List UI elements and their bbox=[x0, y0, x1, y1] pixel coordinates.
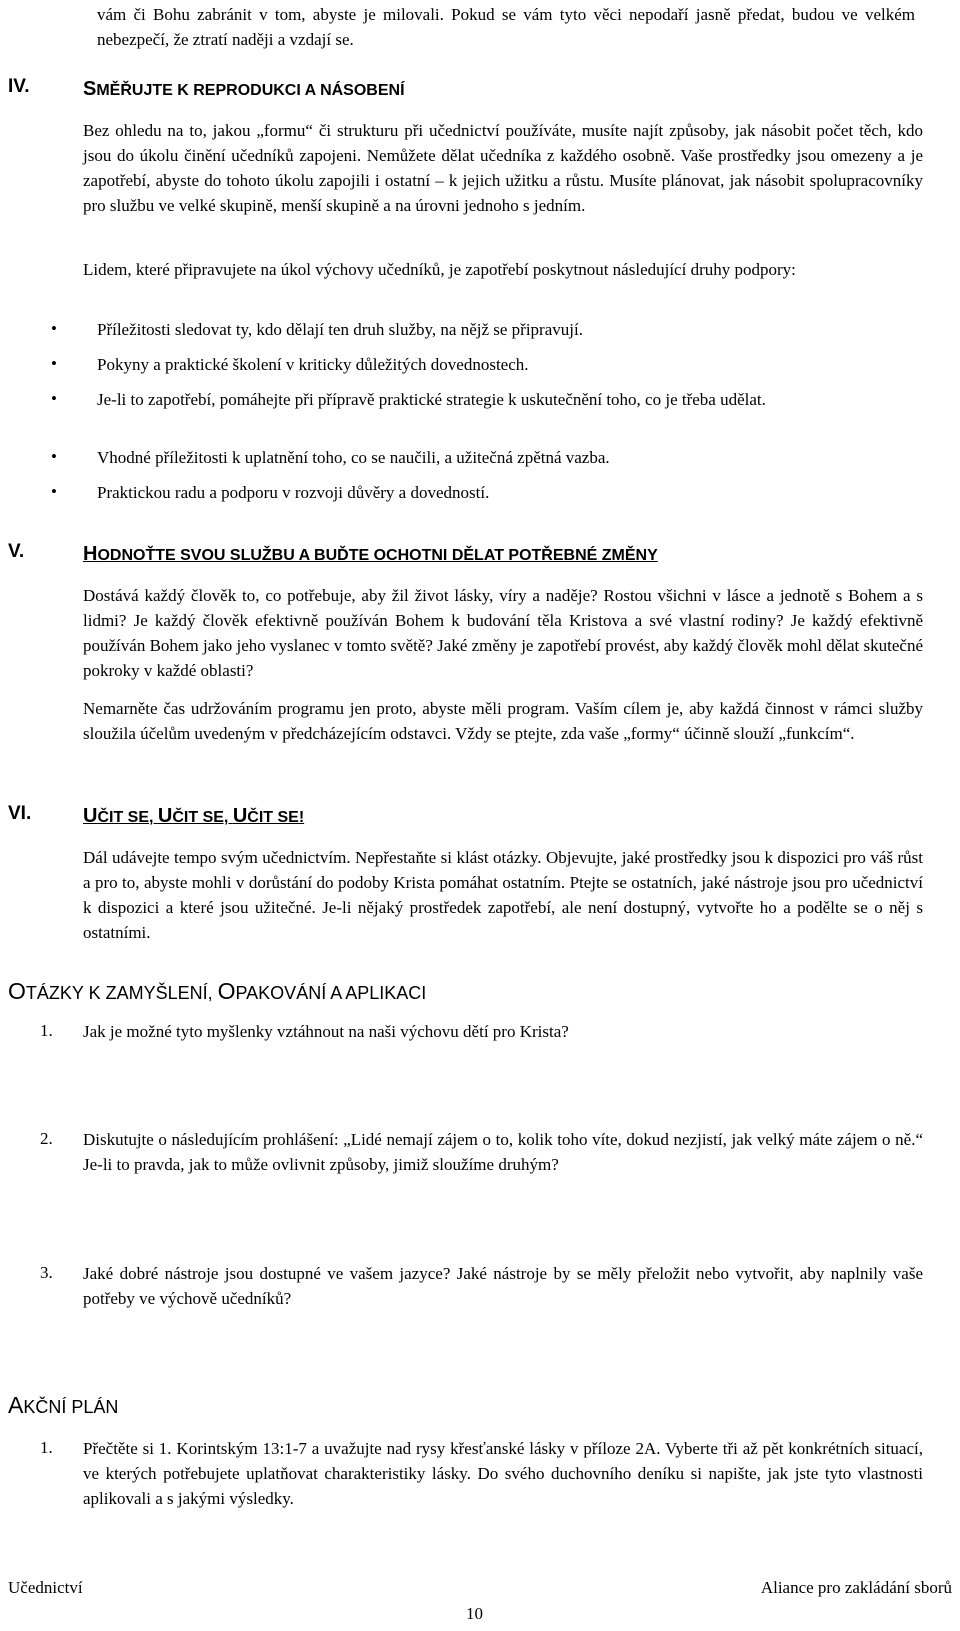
section-title-vi-cap-2: U bbox=[157, 805, 173, 827]
section-title-v-rest: ODNOŤTE SVOU SLUŽBU A BUĎTE OCHOTNI DĚLAT POTŘEBNÉ ZMĚNY bbox=[97, 547, 658, 564]
question-text: Jak je možné tyto myšlenky vztáhnout na naši výchovu dětí pro Krista? bbox=[83, 1022, 569, 1041]
section-title-vi bbox=[83, 805, 304, 828]
question-number: 3. bbox=[40, 1263, 53, 1282]
question-number: 1. bbox=[40, 1021, 53, 1040]
section-title-vi-rest-3: ČIT SE! bbox=[247, 809, 305, 826]
section-title-iv-rest: MĚŘUJTE K REPRODUKCI A NÁSOBENÍ bbox=[96, 82, 405, 99]
questions-heading-rest-2: PAKOVÁNÍ A APLIKACI bbox=[235, 983, 427, 1003]
action-item-number: 1. bbox=[40, 1438, 53, 1457]
intro-paragraph: vám či Bohu zabránit v tom, abyste je milovali. Pokud se vám tyto věci nepodaří jasně předat, budou ve velkém nebezpečí, že ztratí naději a vzdají se. bbox=[97, 5, 915, 49]
questions-heading bbox=[8, 978, 426, 1005]
section-title-vi-rest-2: ČIT SE, bbox=[172, 809, 233, 826]
question-number: 2. bbox=[40, 1129, 53, 1148]
questions-heading-rest-1: TÁZKY K ZAMYŠLENÍ, bbox=[25, 983, 218, 1003]
question-text: Jaké dobré nástroje jsou dostupné ve vašem jazyce? Jaké nástroje by se měly přeložit nebo vytvořit, aby naplnily vaše potřeby ve výchově učedníků? bbox=[83, 1264, 923, 1308]
section-title-vi-rest-1: ČIT SE, bbox=[97, 809, 158, 826]
questions-heading-cap-2: O bbox=[217, 978, 236, 1004]
section-vi-paragraph-1: Dál udávejte tempo svým učednictvím. Nepřestaňte si klást otázky. Objevujte, jaké prostředky jsou k dispozici pro váš růst a pro to, abyste mohli v dorůstání do podoby Krista pomáhat ostatním. Ptejte se ostatních, jaké nástroje jsou pro učednictví k dispozici a které jsou užitečné. Je-li nějaký prostředek zapotřebí, ale není dostupný, vytvořte ho a podělte se o něj s ostatními. bbox=[83, 848, 923, 942]
bullet-icon: • bbox=[51, 354, 57, 373]
bullet-item: Příležitosti sledovat ty, kdo dělají ten druh služby, na nějž se připravují. bbox=[97, 320, 583, 339]
section-title-iv bbox=[83, 78, 405, 101]
action-plan-heading-cap: A bbox=[8, 1392, 24, 1418]
bullet-icon: • bbox=[51, 482, 57, 501]
footer-left: Učednictví bbox=[8, 1578, 83, 1597]
bullet-icon: • bbox=[51, 389, 57, 408]
section-v-paragraph-2: Nemarněte čas udržováním programu jen proto, abyste měli program. Vaším cílem je, aby každá činnost v rámci služby sloužila účelům uvedeným v předcházejícím odstavci. Vždy se ptejte, zda vaše „formy“ účinně slouží „funkcím“. bbox=[83, 699, 923, 743]
section-iv-paragraph-2: Lidem, které připravujete na úkol výchovy učedníků, je zapotřebí poskytnout následující druhy podpory: bbox=[83, 260, 796, 279]
section-number-v: V. bbox=[8, 541, 25, 562]
section-number-vi: VI. bbox=[8, 803, 32, 824]
section-v-paragraph-1: Dostává každý člověk to, co potřebuje, aby žil život lásky, víry a naděje? Rostou všichni v lásce a jednotě s Bohem a s lidmi? Je každý člověk efektivně používán Bohem k budování těla Kristova a své vlastní rodiny? Je každý efektivně používán Bohem jako jeho vyslanec v tomto světě? Jaké změny je zapotřebí provést, aby každý člověk mohl dělat skutečné pokroky v každé oblasti? bbox=[83, 586, 923, 680]
bullet-item: Vhodné příležitosti k uplatnění toho, co se naučili, a užitečná zpětná vazba. bbox=[97, 448, 610, 467]
bullet-item: Praktickou radu a podporu v rozvoji důvěry a dovedností. bbox=[97, 483, 490, 502]
questions-heading-cap-1: O bbox=[8, 978, 26, 1004]
action-plan-heading bbox=[8, 1392, 118, 1419]
section-title-vi-cap-3: U bbox=[232, 805, 248, 827]
footer-right: Aliance pro zakládání sborů bbox=[760, 1578, 952, 1597]
section-title-iv-cap: S bbox=[83, 78, 97, 100]
bullet-item: Je-li to zapotřebí, pomáhejte při přípravě praktické strategie k uskutečnění toho, co je třeba udělat. bbox=[97, 390, 766, 409]
section-title-v bbox=[83, 543, 658, 566]
action-item-text: Přečtěte si 1. Korintským 13:1-7 a uvažujte nad rysy křesťanské lásky v příloze 2A. Vyberte tři až pět konkrétních situací, ve kterých potřebujete uplatňovat charakteristiky lásky. Do svého duchovního deníku si napište, jak jste tyto vlastnosti aplikovali a s jakými výsledky. bbox=[83, 1439, 923, 1508]
page-number: 10 bbox=[466, 1604, 483, 1623]
bullet-icon: • bbox=[51, 447, 57, 466]
section-iv-paragraph-1: Bez ohledu na to, jakou „formu“ či strukturu při učednictví používáte, musíte najít způsoby, jak násobit počet těch, kdo jsou do úkolu činění učedníků zapojeni. Nemůžete dělat učedníka z každého osobně. Vaše prostředky jsou omezeny a je zapotřebí, abyste do tohoto úkolu zapojili i ostatní – k jejich užitku a růstu. Musíte plánovat, jak násobit spolupracovníky pro službu ve velké skupině, menší skupině a na úrovni jednoho s jedním. bbox=[83, 121, 923, 215]
section-number-iv: IV. bbox=[8, 76, 30, 97]
bullet-item: Pokyny a praktické školení v kriticky důležitých dovednostech. bbox=[97, 355, 529, 374]
section-title-v-cap: H bbox=[83, 543, 98, 565]
question-text: Diskutujte o následujícím prohlášení: „Lidé nemají zájem o to, kolik toho víte, dokud nezjistí, jak velký máte zájem o ně.“ Je-li to pravda, jak to může ovlivnit způsoby, jimiž sloužíme druhým? bbox=[83, 1130, 923, 1174]
bullet-icon: • bbox=[51, 319, 57, 338]
section-title-vi-cap-1: U bbox=[83, 805, 98, 827]
action-plan-heading-rest: KČNÍ PLÁN bbox=[23, 1397, 119, 1417]
